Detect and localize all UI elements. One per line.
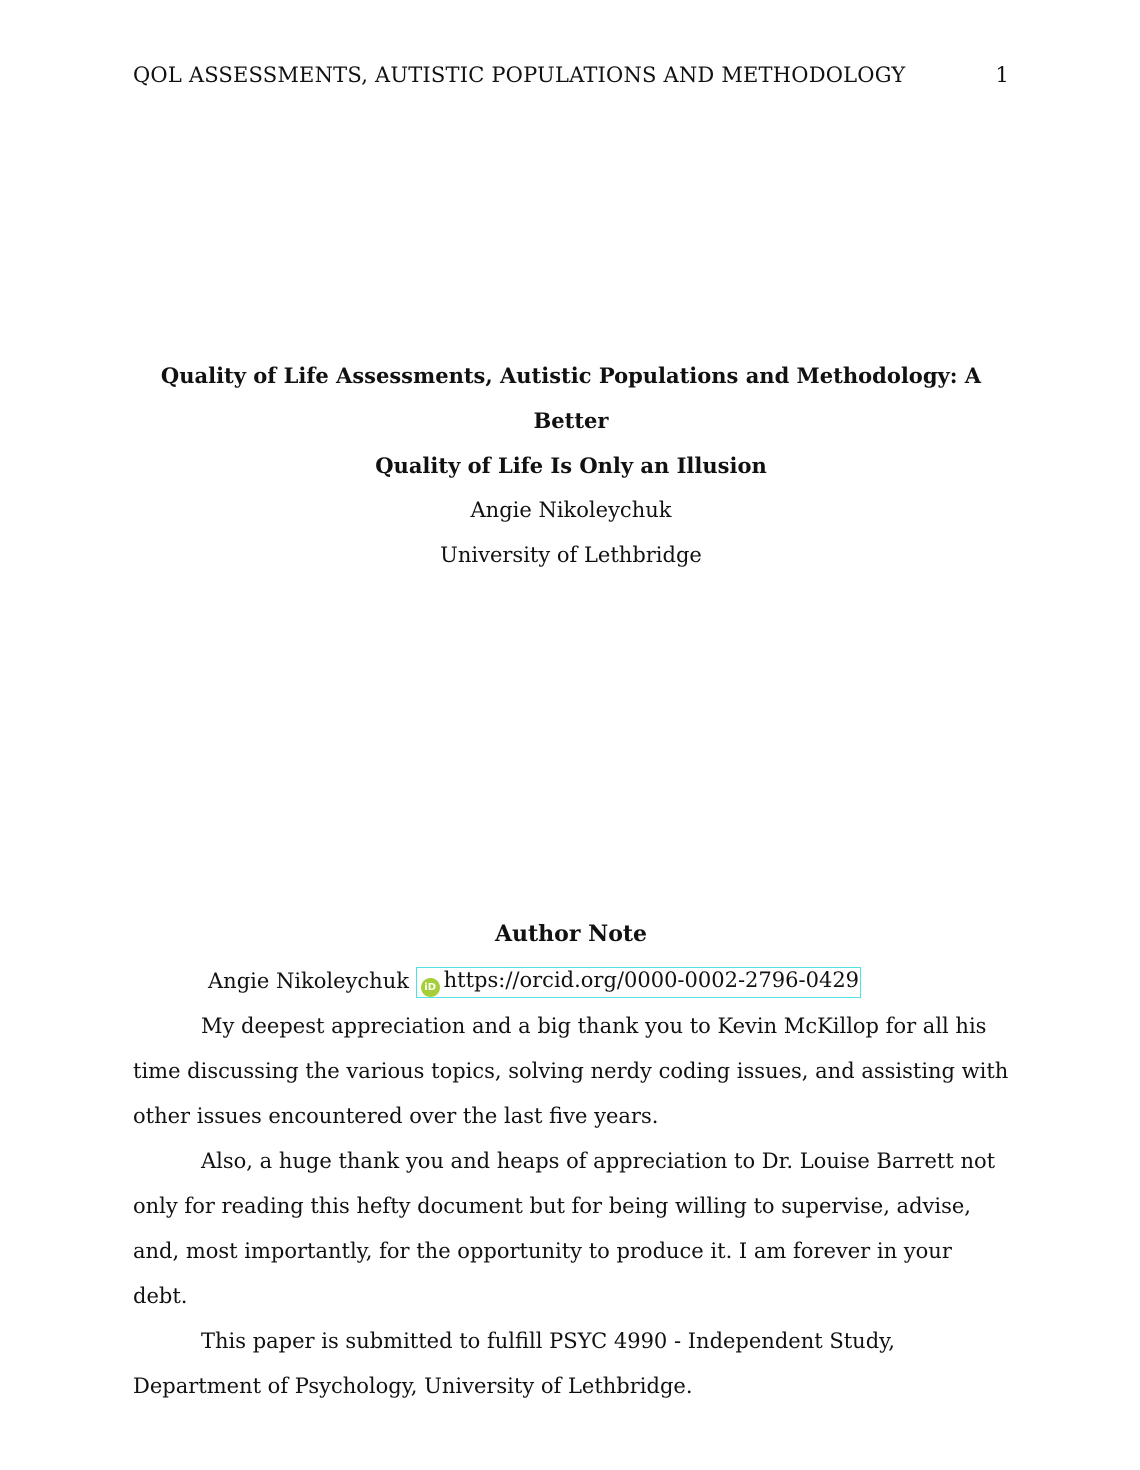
author-note xyxy=(133,912,1009,1409)
paper-title-line-2: Quality of Life Is Only an Illusion xyxy=(375,453,767,478)
paper-title-line-1: Quality of Life Assessments, Autistic Populations and Methodology: A Better xyxy=(160,363,982,433)
orcid-line xyxy=(133,959,1009,1004)
orcid-author-name: Angie Nikoleychuk xyxy=(208,969,409,993)
author-name: Angie Nikoleychuk xyxy=(470,498,672,522)
running-head xyxy=(133,60,1009,90)
orcid-link-box[interactable] xyxy=(416,967,861,998)
author-byline xyxy=(133,488,1009,578)
author-affiliation: University of Lethbridge xyxy=(440,543,702,567)
acknowledgment-paragraph-2: Also, a huge thank you and heaps of appreciation to Dr. Louise Barrett not only for reading this hefty document but for being willing to supervise, advise, and, most importantly, for the opportunity to produce it. I am forever in your debt. xyxy=(133,1149,996,1308)
orcid-link[interactable]: https://orcid.org/0000-0002-2796-0429 xyxy=(443,968,860,992)
running-head-title: QOL ASSESSMENTS, AUTISTIC POPULATIONS AND METHODOLOGY xyxy=(133,63,906,87)
acknowledgment-paragraph-1: My deepest appreciation and a big thank you to Kevin McKillop for all his time discussing the various topics, solving nerdy coding issues, and assisting with other issues encountered over the last five years. xyxy=(133,1014,1009,1128)
orcid-icon[interactable]: iD xyxy=(421,978,440,997)
author-note-heading: Author Note xyxy=(494,921,648,947)
submission-statement: This paper is submitted to fulfill PSYC 4990 - Independent Study, Department of Psychology, University of Lethbridge. xyxy=(133,1329,895,1398)
paper-title xyxy=(133,353,1009,488)
page-number: 1 xyxy=(995,63,1009,87)
